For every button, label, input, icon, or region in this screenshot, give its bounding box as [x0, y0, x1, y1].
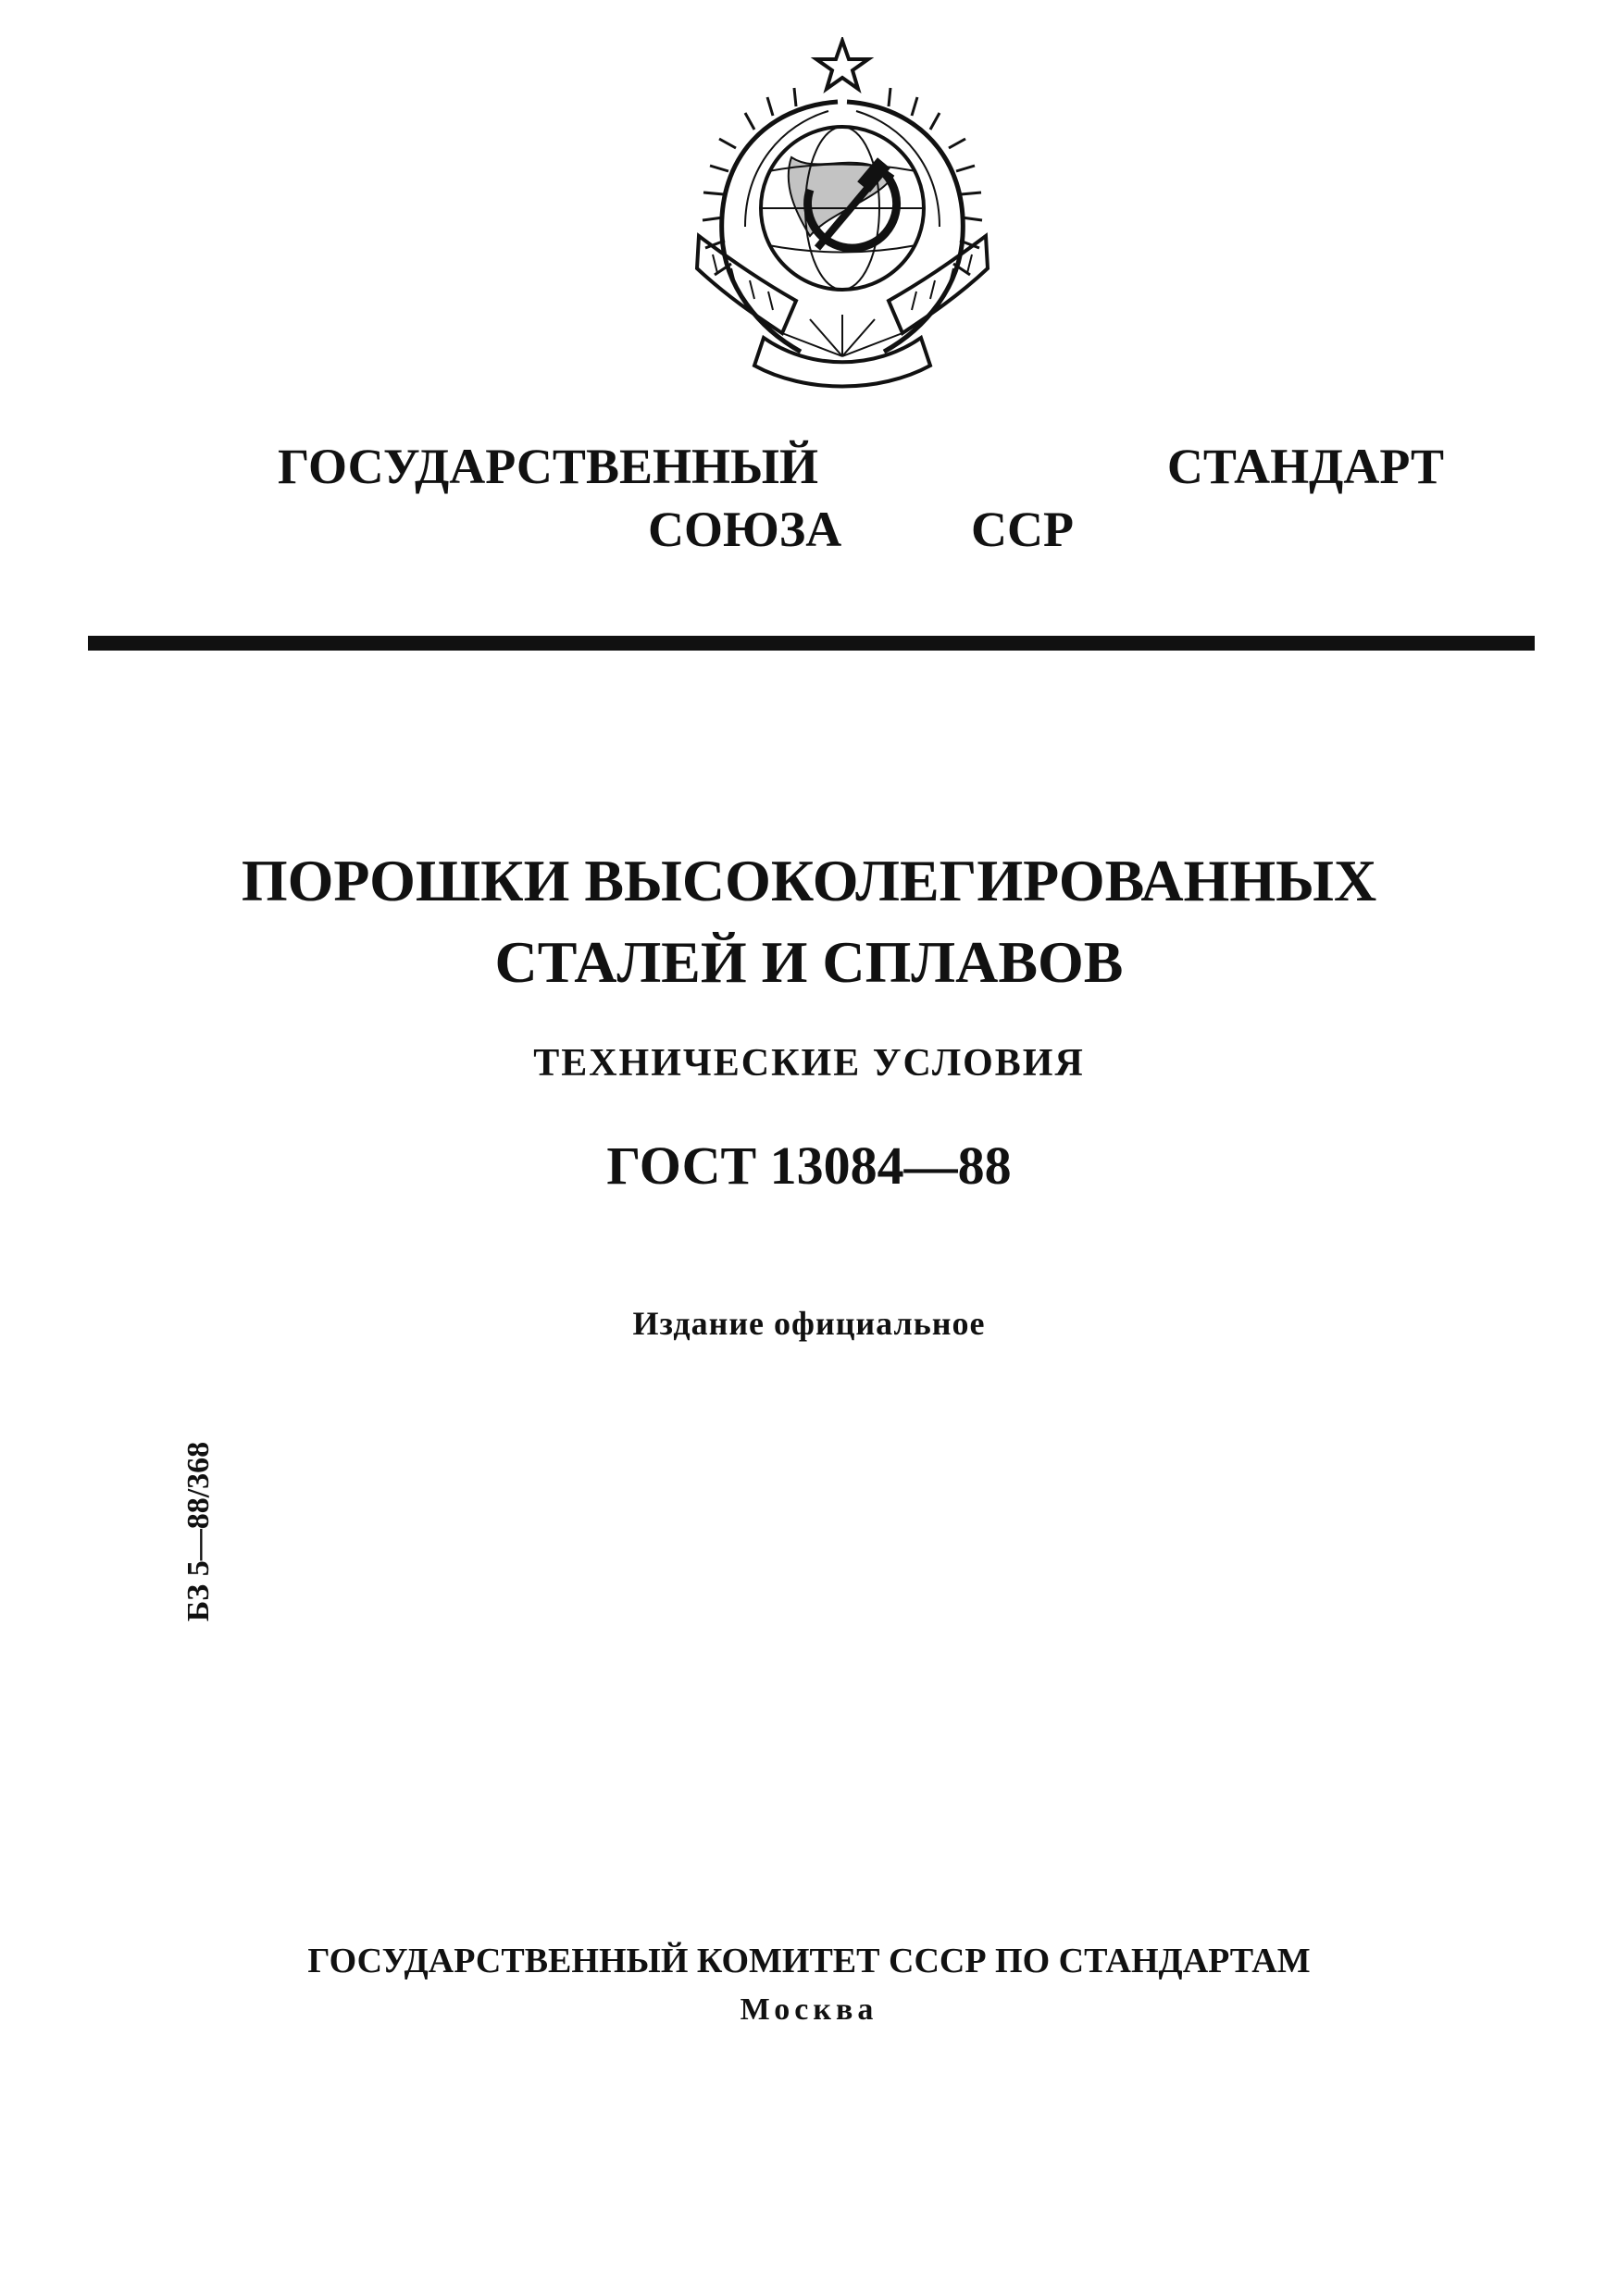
- publication-city: Москва: [740, 1992, 878, 2027]
- header-union-ussr: СОЮЗА ССР: [648, 502, 1074, 557]
- document-title-line-1: ПОРОШКИ ВЫСОКОЛЕГИРОВАННЫХ: [241, 848, 1377, 913]
- document-subtitle: ТЕХНИЧЕСКИЕ УСЛОВИЯ: [533, 1042, 1085, 1085]
- edition-note: Издание официальное: [632, 1305, 986, 1342]
- catalog-code: БЗ 5—88/368: [181, 1441, 216, 1622]
- document-title-line-2: СТАЛЕЙ И СПЛАВОВ: [494, 929, 1124, 995]
- header-state-standard: ГОСУДАРСТВЕННЫЙ СТАНДАРТ: [278, 439, 1444, 494]
- ussr-state-emblem-icon: [680, 37, 1004, 398]
- header-divider: [88, 636, 1535, 651]
- publisher-name: ГОСУДАРСТВЕННЫЙ КОМИТЕТ СССР ПО СТАНДАРТАМ: [307, 1942, 1311, 1980]
- standard-number: ГОСТ 13084—88: [606, 1136, 1012, 1196]
